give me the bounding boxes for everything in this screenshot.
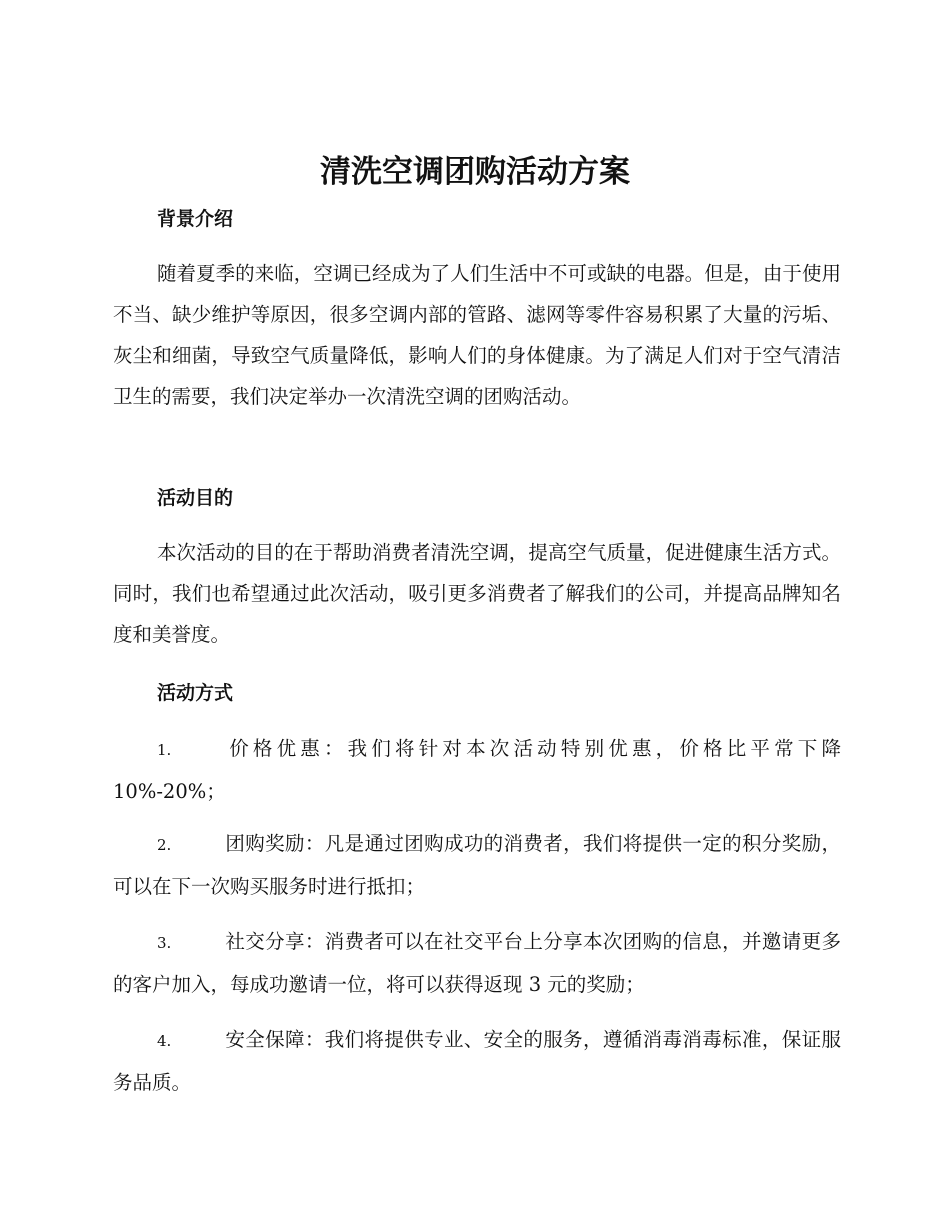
section-paragraph-background: 随着夏季的来临，空调已经成为了人们生活中不可或缺的电器。但是，由于使用不当、缺少维护等原因，很多空调内部的管路、滤网等零件容易积累了大量的污垢、灰尘和细菌，导致空气质量降低，影响人们的身体健康。为了满足人们对于空气清洁卫生的需要，我们决定举办一次清洗空调的团购活动。	[113, 262, 841, 408]
list-item	[113, 728, 841, 812]
list-item-number: 4.	[157, 1032, 172, 1050]
list-item	[113, 1019, 841, 1103]
section-heading-method: 活动方式	[157, 682, 234, 704]
document-title: 清洗空调团购活动方案	[320, 154, 630, 190]
list-item-text: 价格优惠：我们将针对本次活动特别优惠，价格比平常下降 10%-20%；	[113, 737, 841, 803]
list-item-number: 2.	[157, 836, 172, 854]
list-item-text: 社交分享：消费者可以在社交平台上分享本次团购的信息，并邀请更多的客户加入，每成功邀请一位，将可以获得返现 3 元的奖励；	[113, 930, 841, 996]
list-item-text: 团购奖励：凡是通过团购成功的消费者，我们将提供一定的积分奖励，可以在下一次购买服务时进行抵扣；	[113, 832, 841, 898]
list-item-number: 3.	[157, 934, 172, 952]
section-paragraph-purpose: 本次活动的目的在于帮助消费者清洗空调，提高空气质量，促进健康生活方式。同时，我们也希望通过此次活动，吸引更多消费者了解我们的公司，并提高品牌知名度和美誉度。	[113, 541, 841, 646]
list-item-text: 安全保障：我们将提供专业、安全的服务，遵循消毒消毒标准，保证服务品质。	[113, 1028, 841, 1094]
section-heading-purpose: 活动目的	[157, 487, 234, 509]
list-item	[113, 921, 841, 1005]
list-item-number: 1.	[157, 741, 172, 759]
section-heading-background: 背景介绍	[157, 208, 234, 230]
list-item	[113, 823, 841, 907]
